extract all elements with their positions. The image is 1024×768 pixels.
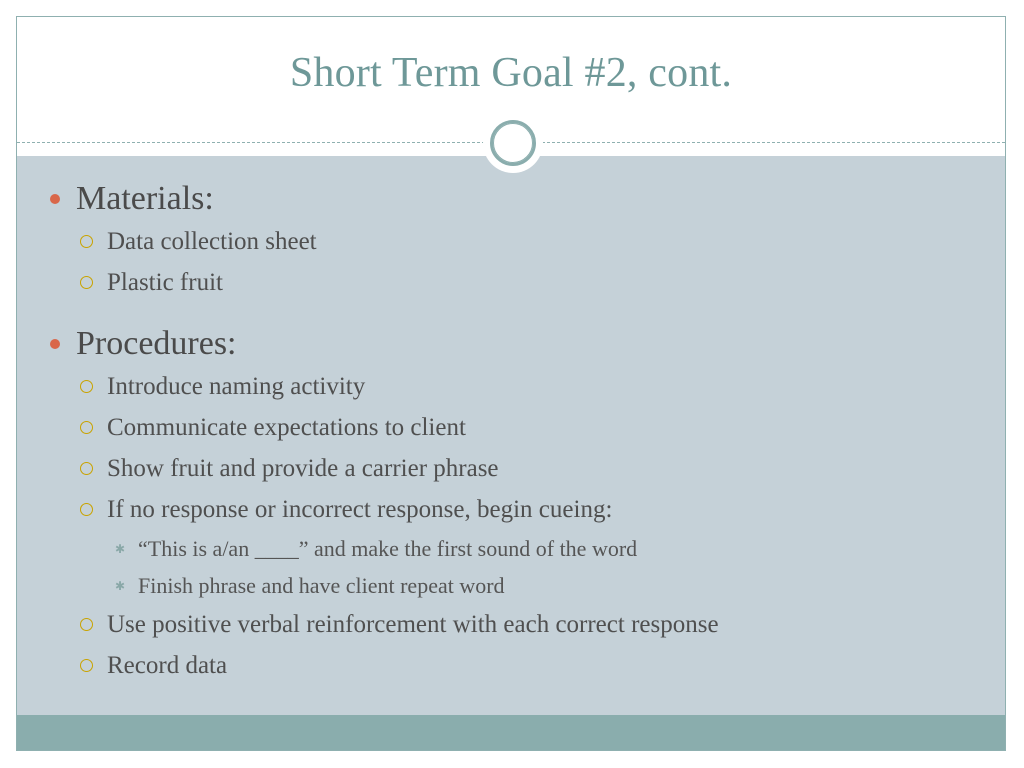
hollow-circle-bullet-icon xyxy=(80,235,93,248)
section-spacer xyxy=(17,303,1005,322)
list-item-label: Use positive verbal reinforcement with each correct response xyxy=(107,611,719,638)
slide-title: Short Term Goal #2, cont. xyxy=(289,50,733,96)
sub-list-item xyxy=(17,530,1005,567)
sub-list-item-label: Finish phrase and have client repeat word xyxy=(138,573,505,598)
section-heading-label: Procedures: xyxy=(76,325,237,362)
hollow-circle-bullet-icon xyxy=(80,276,93,289)
filled-circle-bullet-icon xyxy=(50,194,60,204)
list-item xyxy=(17,645,1005,686)
double-ring-ornament-icon xyxy=(483,113,543,173)
hollow-circle-bullet-icon xyxy=(80,462,93,475)
sub-list-item-label: “This is a/an ____” and make the first sound of the word xyxy=(138,536,638,561)
ornament-inner-ring xyxy=(493,123,533,163)
section-heading-materials xyxy=(17,177,1005,221)
list-item-label: Introduce naming activity xyxy=(107,373,366,400)
small-star-bullet-icon: ✱ xyxy=(115,542,126,556)
list-item-label: Communicate expectations to client xyxy=(107,414,466,441)
list-item xyxy=(17,221,1005,262)
hollow-circle-bullet-icon xyxy=(80,659,93,672)
list-item-label: If no response or incorrect response, begin cueing: xyxy=(107,496,613,523)
list-item xyxy=(17,448,1005,489)
hollow-circle-bullet-icon xyxy=(80,421,93,434)
bullet-list xyxy=(17,177,1005,686)
list-item xyxy=(17,489,1005,530)
list-item-label: Record data xyxy=(107,652,228,679)
footer-band xyxy=(17,715,1005,750)
slide xyxy=(16,16,1006,751)
list-item xyxy=(17,407,1005,448)
list-item-label: Show fruit and provide a carrier phrase xyxy=(107,455,499,482)
sub-list-item xyxy=(17,567,1005,604)
list-item xyxy=(17,366,1005,407)
filled-circle-bullet-icon xyxy=(50,339,60,349)
section-heading-label: Materials: xyxy=(76,180,214,217)
section-heading-procedures xyxy=(17,322,1005,366)
hollow-circle-bullet-icon xyxy=(80,618,93,631)
list-item-label: Plastic fruit xyxy=(107,269,223,296)
list-item xyxy=(17,262,1005,303)
hollow-circle-bullet-icon xyxy=(80,503,93,516)
hollow-circle-bullet-icon xyxy=(80,380,93,393)
list-item xyxy=(17,604,1005,645)
small-star-bullet-icon: ✱ xyxy=(115,579,126,593)
list-item-label: Data collection sheet xyxy=(107,228,317,255)
